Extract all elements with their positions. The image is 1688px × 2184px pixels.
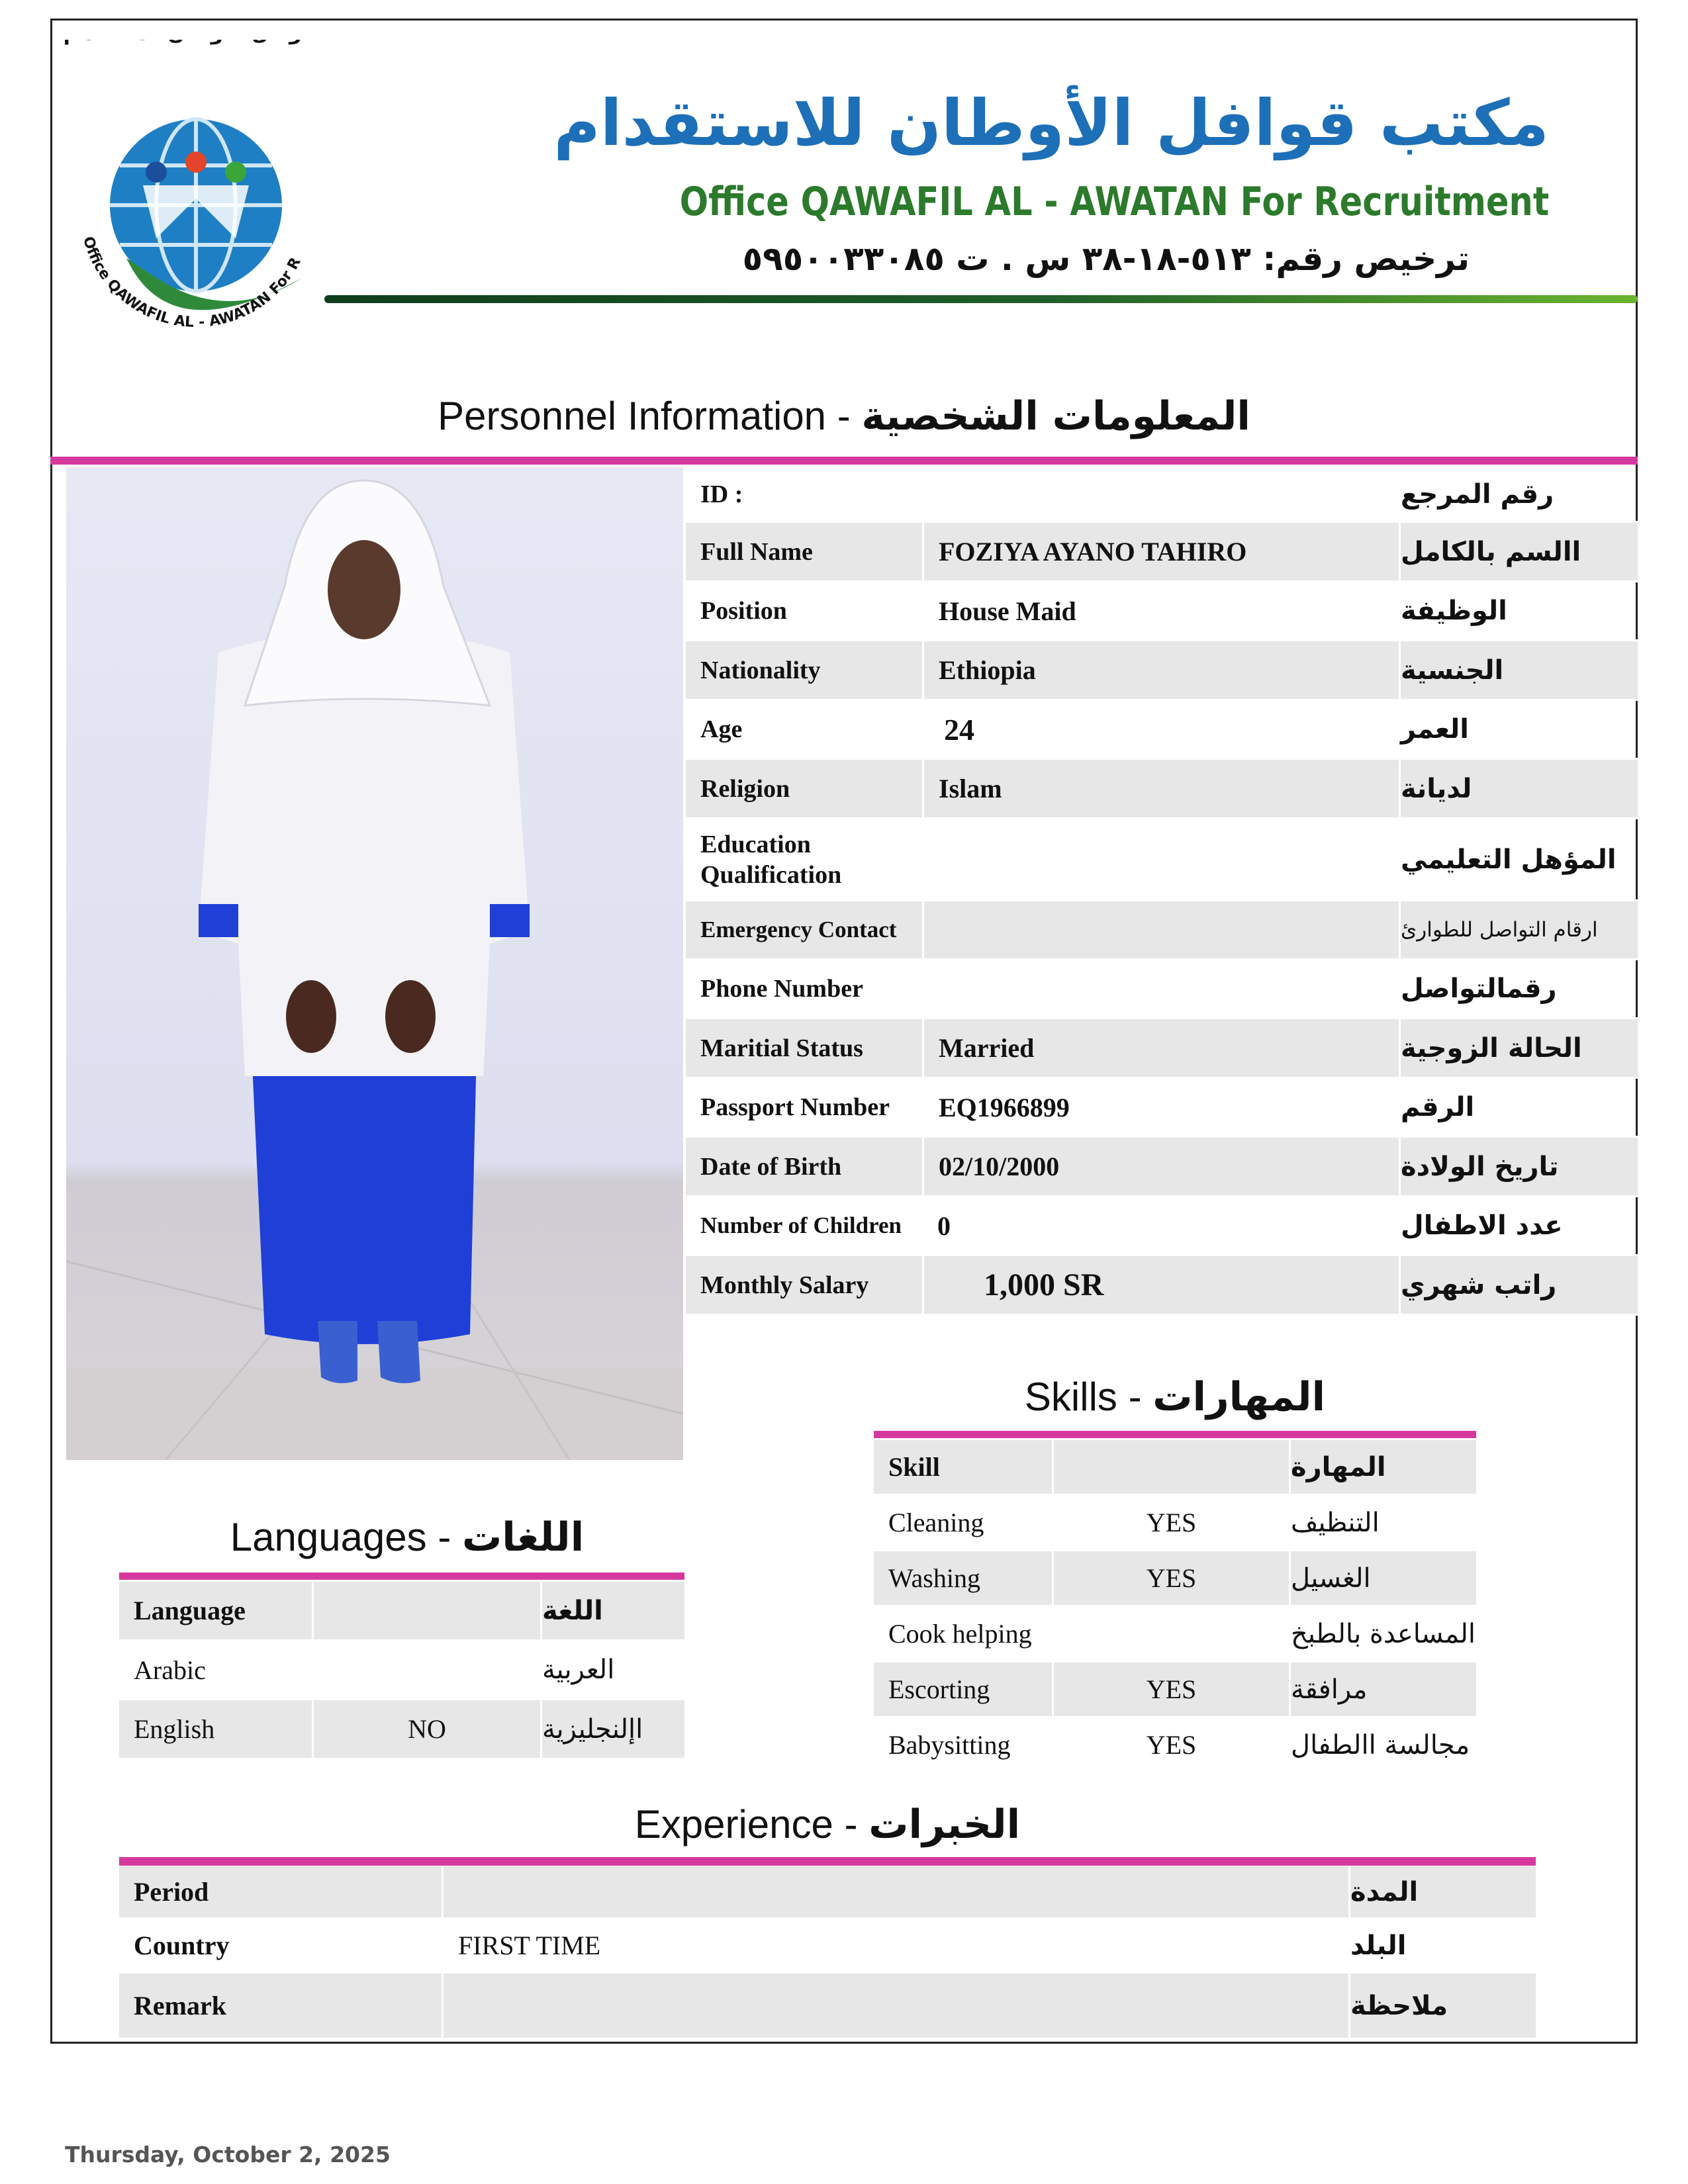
info-label: Number of Children	[686, 1197, 924, 1254]
personnel-title-ar: المعلومات الشخصية	[861, 393, 1250, 439]
info-value	[924, 901, 1401, 958]
skills-title-bar	[874, 1431, 1476, 1438]
skill-name-ar: مرافقة	[1291, 1674, 1368, 1705]
skill-name: Babysitting	[874, 1718, 1054, 1772]
skills-table	[874, 1440, 1476, 1774]
info-value: Islam	[924, 760, 1401, 817]
info-label-ar: رقم المرجع	[1401, 478, 1554, 510]
info-label: Maritial Status	[686, 1019, 924, 1077]
skill-name: Cleaning	[874, 1496, 1054, 1549]
skill-name-ar: التنظيف	[1291, 1507, 1380, 1538]
personnel-title-en: Personnel Information -	[438, 394, 862, 438]
skills-row	[874, 1496, 1476, 1551]
office-logo	[64, 40, 322, 384]
skill-name: Washing	[874, 1551, 1054, 1605]
experience-title-en: Experience -	[634, 1802, 869, 1846]
skill-value: YES	[1054, 1718, 1291, 1772]
info-row-age	[686, 701, 1638, 760]
experience-value: FIRST TIME	[444, 1919, 1350, 1972]
info-label: Education Qualification	[686, 819, 924, 899]
skill-name: Escorting	[874, 1662, 1054, 1716]
info-value: 24	[924, 701, 1401, 758]
personnel-table	[686, 467, 1638, 1316]
office-name-arabic: مكتب قوافل الأوطان للاستقدام	[553, 86, 1549, 160]
info-value: House Maid	[924, 582, 1401, 639]
info-label: ID :	[686, 467, 924, 521]
skill-value: YES	[1054, 1496, 1291, 1549]
experience-title	[119, 1801, 1536, 1848]
skills-header-row	[874, 1440, 1476, 1496]
info-label: Religion	[686, 760, 924, 817]
experience-row-period	[119, 1866, 1536, 1919]
info-value: Ethiopia	[924, 641, 1401, 699]
languages-row	[119, 1700, 684, 1760]
info-row-date-of-birth	[686, 1138, 1638, 1197]
info-row-religion	[686, 760, 1638, 819]
language-value: NO	[314, 1700, 542, 1758]
experience-label-ar: ملاحظة	[1350, 1990, 1448, 2021]
experience-label: Period	[119, 1866, 444, 1917]
skills-row	[874, 1662, 1476, 1718]
info-value: Married	[924, 1019, 1401, 1077]
languages-header-row	[119, 1582, 684, 1641]
languages-header-en: Language	[119, 1582, 314, 1639]
languages-title-ar: اللغات	[462, 1514, 585, 1561]
info-row-position	[686, 582, 1638, 641]
language-name-ar: اإلنجليزية	[542, 1713, 643, 1745]
languages-title	[119, 1514, 695, 1561]
skills-header-value	[1054, 1440, 1291, 1494]
skill-name: Cook helping	[874, 1607, 1054, 1661]
info-label: Position	[686, 582, 924, 639]
info-row-education	[686, 819, 1638, 901]
experience-label-ar: البلد	[1350, 1930, 1407, 1961]
languages-header-ar: اللغة	[542, 1595, 603, 1626]
personnel-title	[50, 393, 1638, 439]
info-label-ar: الوظيفة	[1401, 596, 1507, 626]
experience-row-remark	[119, 1974, 1536, 2040]
skill-value: YES	[1054, 1662, 1291, 1716]
skill-name-ar: المساعدة بالطبخ	[1291, 1618, 1476, 1649]
skills-title-en: Skills -	[1024, 1375, 1153, 1419]
info-row-children	[686, 1197, 1638, 1256]
info-label-ar: لديانة	[1401, 773, 1472, 804]
info-label-ar: الحالة الزوجية	[1401, 1032, 1582, 1064]
info-row-salary	[686, 1256, 1638, 1316]
office-name-english: Office QAWAFIL AL - AWATAN For Recruitment	[679, 179, 1549, 225]
languages-table	[119, 1582, 684, 1760]
info-row-full-name	[686, 523, 1638, 582]
info-label-ar: الجنسية	[1401, 655, 1504, 686]
personnel-title-bar	[50, 457, 1638, 465]
info-label-ar: تاريخ الولادة	[1401, 1151, 1559, 1182]
languages-header-value	[314, 1582, 542, 1639]
logo-top-text	[64, 40, 322, 45]
language-name: English	[119, 1700, 314, 1758]
languages-title-en: Languages -	[230, 1515, 462, 1559]
experience-value	[444, 1866, 1350, 1917]
info-label: Passport Number	[686, 1079, 924, 1136]
info-label-ar: الرقم	[1401, 1092, 1475, 1122]
info-row-passport	[686, 1079, 1638, 1138]
experience-label: Country	[119, 1919, 444, 1972]
experience-table	[119, 1866, 1536, 2040]
info-value	[924, 960, 1401, 1017]
skills-row	[874, 1607, 1476, 1662]
info-label-ar: راتب شهري	[1401, 1269, 1557, 1300]
logo-bottom-text: Office QAWAFIL AL - AWATAN For R	[79, 234, 305, 331]
info-value	[924, 467, 1401, 521]
info-label-ar: العمر	[1401, 714, 1470, 745]
experience-title-ar: الخبرات	[868, 1801, 1021, 1848]
experience-title-bar	[119, 1857, 1536, 1866]
skills-title	[874, 1374, 1476, 1420]
experience-value	[444, 1974, 1350, 2038]
skill-value	[1054, 1607, 1291, 1661]
info-value: 02/10/2000	[924, 1138, 1401, 1195]
info-value: 0	[924, 1197, 1401, 1254]
header-divider	[324, 295, 1638, 303]
skills-title-ar: المهارات	[1152, 1374, 1326, 1420]
info-label: Age	[686, 701, 924, 758]
skill-value: YES	[1054, 1551, 1291, 1605]
experience-label: Remark	[119, 1974, 444, 2038]
skills-row	[874, 1551, 1476, 1607]
skill-name-ar: الغسيل	[1291, 1563, 1371, 1594]
skills-row	[874, 1718, 1476, 1774]
info-label: Nationality	[686, 641, 924, 699]
skills-header-en: Skill	[874, 1440, 1054, 1494]
info-row-marital-status	[686, 1019, 1638, 1079]
info-label: Date of Birth	[686, 1138, 924, 1195]
language-name-ar: العربية	[542, 1655, 615, 1685]
skill-name-ar: مجالسة االطفال	[1291, 1729, 1470, 1760]
license-number: ترخيص رقم: ٥١٣-١٨-٣٨ س . ت ٥٩٥٠٠٣٣٠٨٥	[742, 240, 1470, 278]
info-label-ar: المؤهل التعليمي	[1401, 844, 1617, 875]
language-name: Arabic	[119, 1641, 314, 1698]
language-value	[314, 1641, 542, 1698]
info-label-ar: رقمالتواصل	[1401, 974, 1557, 1004]
info-row-emergency-contact	[686, 901, 1638, 960]
info-value: EQ1966899	[924, 1079, 1401, 1136]
info-row-nationality	[686, 641, 1638, 701]
experience-label-ar: المدة	[1350, 1876, 1419, 1907]
info-row-phone	[686, 960, 1638, 1019]
info-label: Full Name	[686, 523, 924, 580]
experience-row-country	[119, 1919, 1536, 1974]
candidate-photo	[66, 467, 683, 1460]
info-value	[924, 819, 1401, 899]
info-value: 1,000 SR	[924, 1256, 1401, 1314]
info-label-ar: عدد الاطفال	[1401, 1210, 1563, 1241]
footer-date: Thursday, October 2, 2025	[65, 2142, 391, 2167]
info-label: Monthly Salary	[686, 1256, 924, 1314]
languages-row	[119, 1641, 684, 1700]
info-value: FOZIYA AYANO TAHIRO	[924, 523, 1401, 580]
languages-title-bar	[119, 1572, 684, 1580]
info-label: Phone Number	[686, 960, 924, 1017]
info-label: Emergency Contact	[686, 901, 924, 958]
skills-header-ar: المهارة	[1291, 1451, 1386, 1482]
info-row-id	[686, 467, 1638, 523]
info-label-ar: االسم بالكامل	[1401, 536, 1581, 567]
info-label-ar: ارقام التواصل للطوارئ	[1401, 918, 1598, 942]
